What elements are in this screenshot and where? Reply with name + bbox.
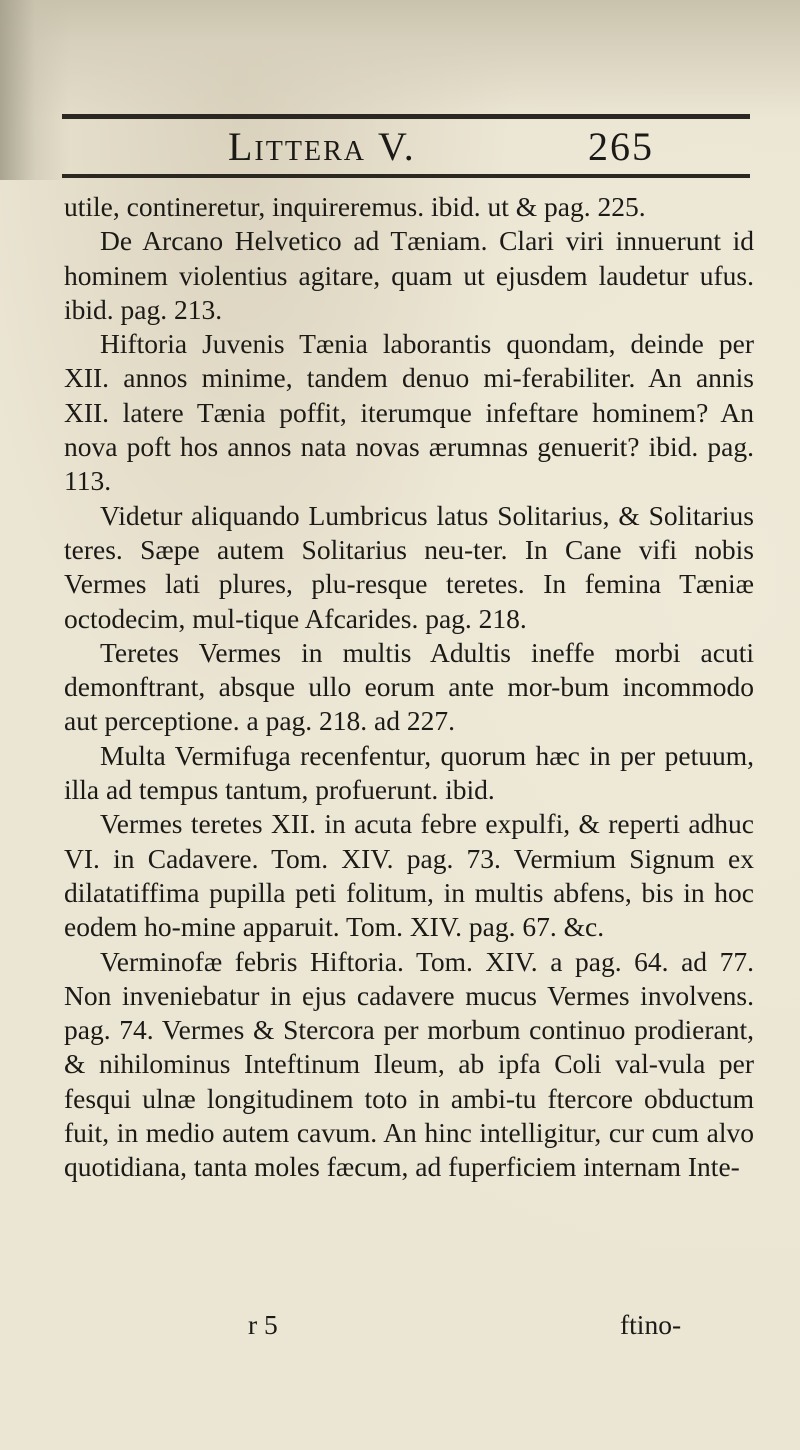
catchword: ftino-	[620, 1309, 682, 1340]
body-text	[64, 190, 754, 1185]
paragraph: Vermes teretes XII. in acuta febre expulfi, & reperti adhuc VI. in Cadavere. Tom. XIV. pag. 73. Vermium Signum ex dilatatiffima pupilla peti folitum, in multis abfens, bis in hoc eodem ho-mine apparuit. Tom. XIV. pag. 67. &c.	[64, 808, 754, 943]
paragraph: De Arcano Helvetico ad Tæniam. Clari viri innuerunt id hominem violentius agitare, quam ut ejusdem laudetur ufus. ibid. pag. 213.	[64, 225, 754, 325]
header-rule-bottom	[62, 174, 750, 178]
paragraph: Verminofæ febris Hiftoria. Tom. XIV. a pag. 64. ad 77. Non inveniebatur in ejus cadavere mucus Vermes involvens. pag. 74. Vermes & Stercora per morbum continuo prodierant, & nihilominus Inteftinum Ileum, ab ipfa Coli val-vula per fesqui ulnæ longitudinem toto in ambi-tu ftercore obductum fuit, in medio autem cavum. An hinc intelligitur, cur cum alvo quotidiana, tanta moles fæcum, ad fuperficiem internam Inte-	[64, 945, 754, 1183]
page-top-bleed	[0, 0, 800, 120]
paragraph: Hiftoria Juvenis Tænia laborantis quondam, deinde per XII. annos minime, tandem denuo mi-ferabiliter. An annis XII. latere Tænia poffit, iterumque infeftare hominem? An nova poft hos annos nata novas ærumnas genuerit? ibid. pag. 113.	[64, 328, 754, 497]
paragraph: Videtur aliquando Lumbricus latus Solitarius, & Solitarius teres. Sæpe autem Solitarius neu-ter. In Cane vifi nobis Vermes lati plures, plu-resque teretes. In femina Tæniæ octodecim, mul-tique Afcarides. pag. 218.	[64, 499, 754, 634]
paragraph: Multa Vermifuga recenfentur, quorum hæc in per petuum, illa ad tempus tantum, profuerunt. ibid.	[64, 739, 754, 806]
paragraph: Teretes Vermes in multis Adultis ineffe morbi acuti demonftrant, absque ullo eorum ante mor-bum incommodo aut perceptione. a pag. 218. ad 227.	[64, 636, 754, 737]
running-head	[228, 118, 748, 174]
page-number: 265	[588, 123, 654, 169]
paragraph: utile, contineretur, inquireremus. ibid. ut & pag. 225.	[64, 191, 646, 222]
running-head-title: Litterа V.	[228, 123, 416, 169]
signature-mark: r 5	[248, 1309, 278, 1340]
page-edge-shadow	[0, 0, 70, 180]
